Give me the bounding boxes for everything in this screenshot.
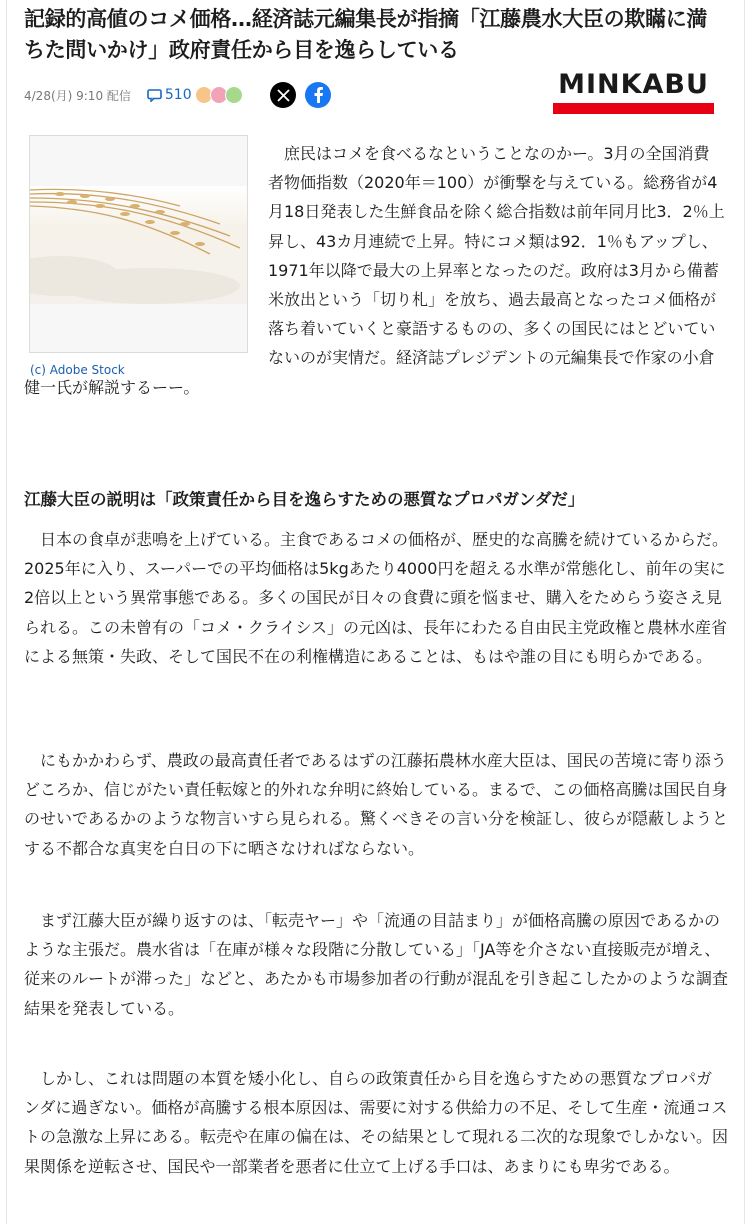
article-meta: [24, 84, 243, 106]
article-paragraph: にもかかわらず、農政の最高責任者であるはずの江藤拓農林水産大臣は、国民の苦境に寄り添うどころか、信じがたい責任転嫁と的外れな弁明に終始している。まるで、この価格高騰は国民自身のせいであるかのような物言いすら見られる。驚くべきその言い分を検証し、彼らが隠蔽しようとする不都合な真実を白日の下に晒さなければならない。: [24, 751, 729, 858]
reaction-face-angry-icon: [225, 86, 243, 104]
facebook-logo-icon: [312, 86, 324, 104]
publisher-logo-bar: [553, 103, 714, 114]
share-x-button[interactable]: [270, 82, 296, 108]
x-logo-icon: [277, 89, 290, 102]
article-paragraph: 日本の食卓が悲鳴を上げている。主食であるコメの価格が、歴史的な高騰を続けているからだ。2025年に入り、スーパーでの平均価格は5kgあたり4000円を超える水準が常態化し、前年の実に2倍以上という異常事態である。多くの国民が日々の食費に頭を悩ませ、購入をためらう姿さえ見られる。この未曾有の「コメ・クライシス」の元凶は、長年にわたる自由民主党政権と農林水産省による無策・失政、そして国民不在の利権構造にあることは、もはや誰の目にも明らかである。: [24, 530, 729, 666]
image-caption: (c) Adobe Stock: [30, 363, 125, 377]
article-title: 記録的高値のコメ価格…経済誌元編集長が指摘「江藤農水大臣の欺瞞に満ちた問いかけ」政府責任から目を逸らしている: [24, 7, 708, 62]
publisher-logo-text: MINKABU: [558, 69, 709, 100]
publisher-logo[interactable]: [553, 70, 714, 118]
publish-date: 4/28(月) 9:10 配信: [24, 88, 131, 103]
reaction-faces-icon[interactable]: [195, 86, 243, 104]
section-subheading: 江藤大臣の説明は「政策責任から目を逸らすための悪質なプロパガンダだ」: [24, 490, 585, 509]
comment-count: 510: [164, 87, 192, 103]
article-paragraph: まず江藤大臣が繰り返すのは、「転売ヤー」や「流通の目詰まり」が価格高騰の原因であるかのような主張だ。農水省は「在庫が様々な段階に分散している」「JA等を介さない直接販売が増え、従来のルートが滞った」などと、あたかも市場参加者の行動が混乱を引き起こしたかのような調査結果を発表している。: [24, 911, 729, 1018]
comments-link[interactable]: [147, 87, 192, 103]
lead-text: 庶民はコメを食べるなということなのかー。3月の全国消費者物価指数（2020年＝100）が衝撃を与えている。総務省が4月18日発表した生鮮食品を除く総合指数は前年同月比3．2％上昇し、43カ月連続で上昇。特にコメ類は92．1％もアップし、1971年以降で最大の上昇率となったのだ。政府は3月から備蓄米放出という「切り札」を放ち、過去最高となったコメ価格が落ち着いていくと豪語するものの、多くの国民にはとどいていないのが実情だ。経済誌プレジデントの元編集長で作家の小倉健一氏が解説するーー。: [24, 144, 725, 397]
article-paragraph: しかし、これは問題の本質を矮小化し、自らの政策責任から目を逸らすための悪質なプロパガンダに過ぎない。価格が高騰する根本原因は、需要に対する供給力の不足、そして生産・流通コストの急激な上昇にある。転売や在庫の偏在は、その結果として現れる二次的な現象でしかない。因果関係を逆転させ、国民や一部業者を悪者に仕立て上げる手口は、あまりにも卑劣である。: [24, 1069, 729, 1176]
article-lead: [24, 139, 725, 402]
lead-image-spacer: [24, 139, 268, 363]
share-facebook-button[interactable]: [305, 82, 331, 108]
comment-bubble-icon: [147, 89, 162, 102]
